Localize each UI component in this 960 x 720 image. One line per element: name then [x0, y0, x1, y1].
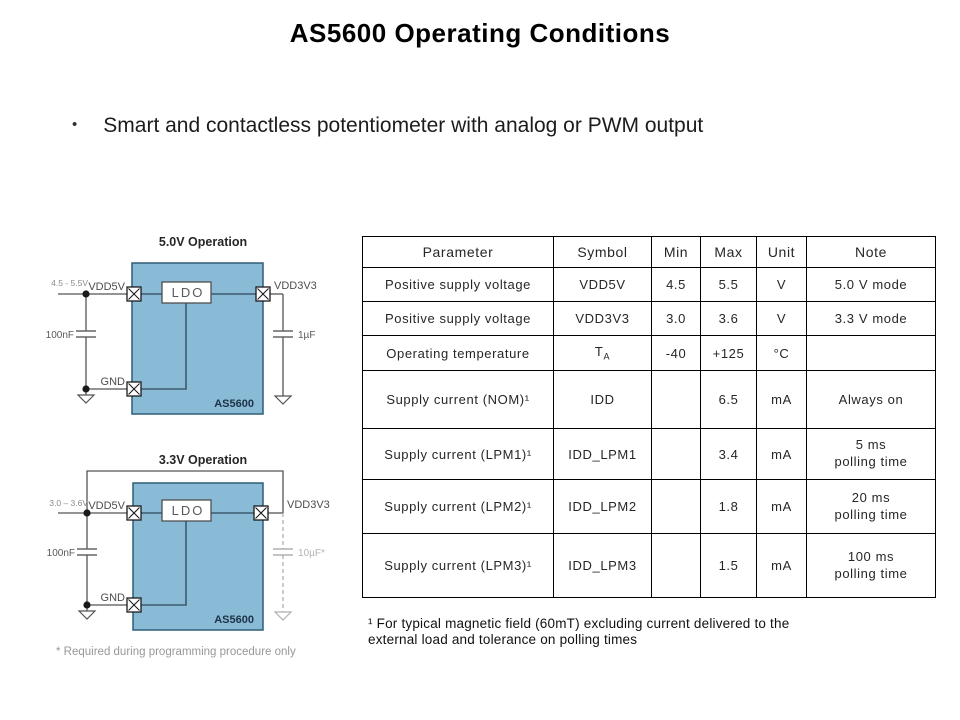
cell-min — [652, 371, 701, 429]
cell-max: 5.5 — [701, 268, 757, 302]
table-footnote — [368, 616, 818, 648]
cell-min: 3.0 — [652, 302, 701, 336]
table-row — [363, 429, 936, 480]
note-line: 20 ms — [851, 489, 891, 505]
vdd3v3-label: VDD3V3 — [274, 280, 317, 292]
cell-symbol: VDD5V — [554, 268, 652, 302]
header-max: Max — [701, 237, 757, 268]
cell-symbol: IDD — [554, 371, 652, 429]
cell-note — [807, 429, 936, 480]
cell-note: Always on — [807, 371, 936, 429]
table-row — [363, 534, 936, 598]
table-row — [363, 336, 936, 371]
gnd-label: GND — [100, 376, 125, 388]
vdd3v3-pin-icon — [256, 287, 270, 301]
junction-dot-bottom — [83, 601, 90, 608]
note-line: polling time — [834, 506, 908, 522]
cell-unit: mA — [757, 534, 807, 598]
table-header-row — [363, 237, 936, 268]
cell-unit: mA — [757, 371, 807, 429]
gnd-label: GND — [100, 592, 125, 604]
table-row — [363, 268, 936, 302]
cell-note — [807, 534, 936, 598]
cell-min: 4.5 — [652, 268, 701, 302]
vdd3v3-label: VDD3V3 — [287, 499, 330, 511]
cell-parameter: Supply current (LPM3)¹ — [363, 534, 554, 598]
cap-out-label: 10µF* — [298, 548, 325, 559]
cell-note — [807, 336, 936, 371]
chip-name-label: AS5600 — [214, 614, 254, 626]
gnd-pin-icon — [127, 598, 141, 612]
symbol-base: T — [594, 344, 604, 360]
cell-parameter: Positive supply voltage — [363, 302, 554, 336]
note-line: polling time — [834, 454, 908, 469]
cell-max: 3.4 — [701, 429, 757, 480]
vdd5v-label: VDD5V — [88, 500, 125, 512]
cell-parameter: Supply current (LPM1)¹ — [363, 429, 554, 480]
cell-max: 6.5 — [701, 371, 757, 429]
cap-out-label: 1µF — [298, 330, 316, 341]
header-min: Min — [652, 237, 701, 268]
note-line: 100 ms — [847, 548, 895, 564]
ldo-label: LDO — [171, 285, 205, 300]
cell-min: -40 — [652, 336, 701, 371]
vdd5v-label: VDD5V — [88, 281, 125, 293]
cell-parameter: Positive supply voltage — [363, 268, 554, 302]
table-row — [363, 302, 936, 336]
vdd5v-pin-icon — [127, 506, 141, 520]
supply-range-label: 4.5 - 5.5V — [51, 278, 88, 288]
cell-unit: V — [757, 268, 807, 302]
gnd-pin-icon — [127, 382, 141, 396]
cell-unit: mA — [757, 429, 807, 480]
cell-max: 1.8 — [701, 480, 757, 534]
programming-note: * Required during programming procedure only — [56, 646, 296, 658]
junction-dot-bottom — [82, 385, 89, 392]
cell-note: 3.3 V mode — [807, 302, 936, 336]
ldo-label: LDO — [171, 503, 205, 518]
cell-unit: mA — [757, 480, 807, 534]
table-row — [363, 371, 936, 429]
symbol-subscript: A — [603, 351, 611, 362]
vdd5v-pin-icon — [127, 287, 141, 301]
diagram-5v-operation — [30, 226, 350, 426]
cell-unit: V — [757, 302, 807, 336]
cell-min — [652, 429, 701, 480]
ground-symbol-right-icon — [275, 396, 291, 404]
header-symbol: Symbol — [554, 237, 652, 268]
cell-parameter: Supply current (NOM)¹ — [363, 371, 554, 429]
diagram-5v-title: 5.0V Operation — [158, 235, 248, 249]
cell-unit: °C — [757, 336, 807, 371]
cell-note — [807, 480, 936, 534]
cell-max: 3.6 — [701, 302, 757, 336]
cell-symbol: IDD_LPM2 — [554, 480, 652, 534]
note-line: polling time — [834, 565, 908, 581]
diagram-3v3-operation — [30, 446, 350, 666]
bullet-item — [72, 114, 932, 138]
cell-symbol — [554, 336, 652, 371]
bullet-icon: • — [72, 115, 78, 133]
header-parameter: Parameter — [363, 237, 554, 268]
cell-min — [652, 480, 701, 534]
cap-in-label: 100nF — [46, 548, 75, 559]
table-footnote-line2: external load and tolerance on polling times — [368, 631, 638, 647]
bullet-text: Smart and contactless potentiometer with analog or PWM output — [103, 114, 704, 137]
header-note: Note — [807, 237, 936, 268]
table-footnote-line1: ¹ For typical magnetic field (60mT) excluding current delivered to the — [368, 616, 790, 631]
ground-symbol-left-icon — [79, 611, 95, 619]
operating-conditions-table — [362, 236, 936, 598]
cell-symbol: IDD_LPM3 — [554, 534, 652, 598]
vdd3v3-pin-icon — [254, 506, 268, 520]
cell-symbol: VDD3V3 — [554, 302, 652, 336]
ground-symbol-right-icon — [275, 612, 291, 620]
cell-min — [652, 534, 701, 598]
cell-symbol: IDD_LPM1 — [554, 429, 652, 480]
cap-in-label: 100nF — [45, 330, 74, 341]
header-unit: Unit — [757, 237, 807, 268]
diagram-3v3-title: 3.3V Operation — [158, 453, 248, 467]
cell-max: 1.5 — [701, 534, 757, 598]
note-line: 5 ms — [855, 437, 887, 453]
cell-max: +125 — [701, 336, 757, 371]
cell-parameter: Operating temperature — [363, 336, 554, 371]
chip-name-label: AS5600 — [214, 398, 254, 410]
page-title: AS5600 Operating Conditions — [289, 18, 671, 48]
table-row — [363, 480, 936, 534]
cell-note: 5.0 V mode — [807, 268, 936, 302]
cell-parameter: Supply current (LPM2)¹ — [363, 480, 554, 534]
ground-symbol-left-icon — [78, 395, 94, 403]
supply-range-label: 3.0 – 3.6V — [49, 498, 88, 508]
